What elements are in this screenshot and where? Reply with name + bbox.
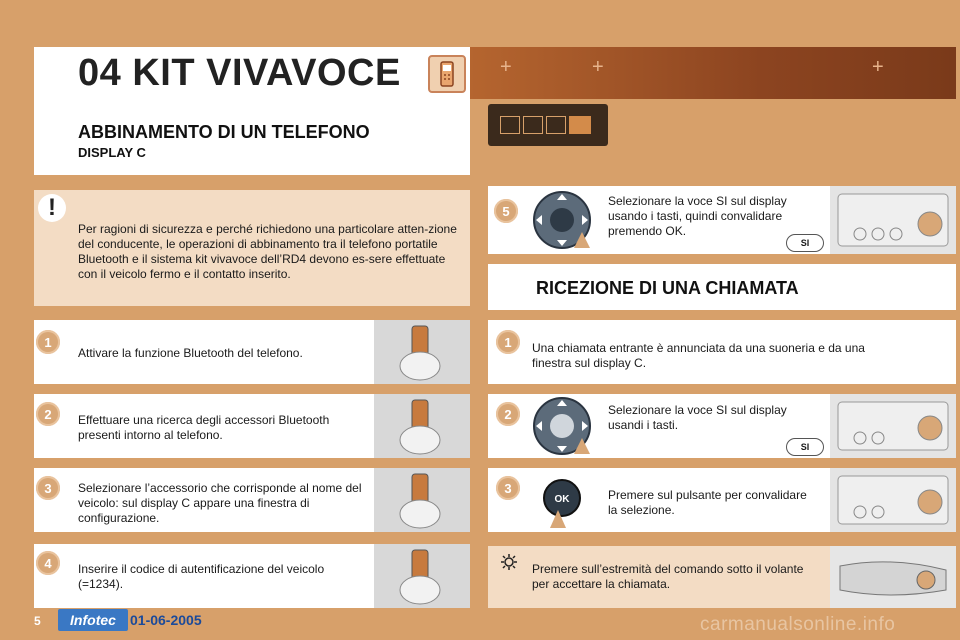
footer-date: 01-06-2005 — [130, 612, 202, 628]
navigation-ok-icon — [526, 190, 600, 250]
section-subtitle: DISPLAY C — [78, 145, 146, 160]
tip-icon — [500, 553, 518, 571]
step-badge: 2 — [36, 402, 60, 426]
phone-in-hand-photo — [374, 468, 470, 532]
phone-in-hand-photo — [374, 394, 470, 458]
step-text: Selezionare la voce SI sul display usando i tasti, quindi convalidare premendo OK. — [608, 194, 787, 238]
navigation-arrows-icon — [526, 396, 600, 456]
step-text: Una chiamata entrante è annunciata da una suoneria e da una finestra sul display C. — [532, 341, 865, 370]
steering-control-photo — [830, 546, 956, 608]
page-number: 5 — [34, 614, 41, 628]
watermark: carmanualsonline.info — [700, 614, 896, 635]
plus-decoration: + — [500, 56, 512, 78]
step-text: Attivare la funzione Bluetooth del telefono. — [78, 346, 303, 360]
infotec-logo: Infotec — [58, 609, 128, 631]
step-text: Premere sul pulsante per convalidare la selezione. — [608, 488, 807, 517]
step-badge: 2 — [496, 402, 520, 426]
warning-text: Per ragioni di sicurezza e perché richiedono una particolare atten-zione del conducente, le operazioni di abbinamento tra il telefono portatile Bluetooth e il sistema kit vivavoce dell’RD4 devono es-sere effettuate con il veicolo fermo e il contatto inserito. — [78, 222, 457, 281]
step-badge: 5 — [494, 199, 518, 223]
step-badge: 1 — [496, 330, 520, 354]
ok-button-icon — [536, 474, 592, 530]
tip-text: Premere sull’estremità del comando sotto il volante per accettare la chiamata. — [532, 562, 804, 591]
step-badge: 4 — [36, 551, 60, 575]
step-badge: 3 — [36, 476, 60, 500]
radio-panel-photo — [830, 394, 956, 458]
phone-in-hand-photo — [374, 544, 470, 608]
ok-label: OK — [554, 494, 570, 505]
step-text: Effettuare una ricerca degli accessori Bluetooth presenti intorno al telefono. — [78, 413, 330, 442]
step-text: Inserire il codice di autentificazione del veicolo (=1234). — [78, 562, 325, 591]
phone-in-hand-photo — [374, 320, 470, 384]
step-badge: 1 — [36, 330, 60, 354]
step-text: Selezionare l’accessorio che corrisponde al nome del veicolo: sul display C appare una finestra di configurazione. — [78, 481, 362, 525]
si-button[interactable]: SI — [786, 234, 824, 252]
reception-title: RICEZIONE DI UNA CHIAMATA — [536, 278, 799, 298]
warning-icon: ! — [38, 194, 66, 222]
phone-icon — [428, 55, 466, 93]
plus-decoration: + — [592, 56, 604, 78]
radio-panel-photo — [830, 468, 956, 532]
si-button[interactable]: SI — [786, 438, 824, 456]
section-title: ABBINAMENTO DI UN TELEFONO — [78, 122, 370, 142]
display-c-icon — [488, 104, 608, 146]
step-badge: 3 — [496, 476, 520, 500]
plus-decoration: + — [872, 56, 884, 78]
step-text: Selezionare la voce SI sul display usandi i tasti. — [608, 403, 787, 432]
radio-panel-photo — [830, 186, 956, 254]
page-title: 04 KIT VIVAVOCE — [78, 52, 401, 94]
